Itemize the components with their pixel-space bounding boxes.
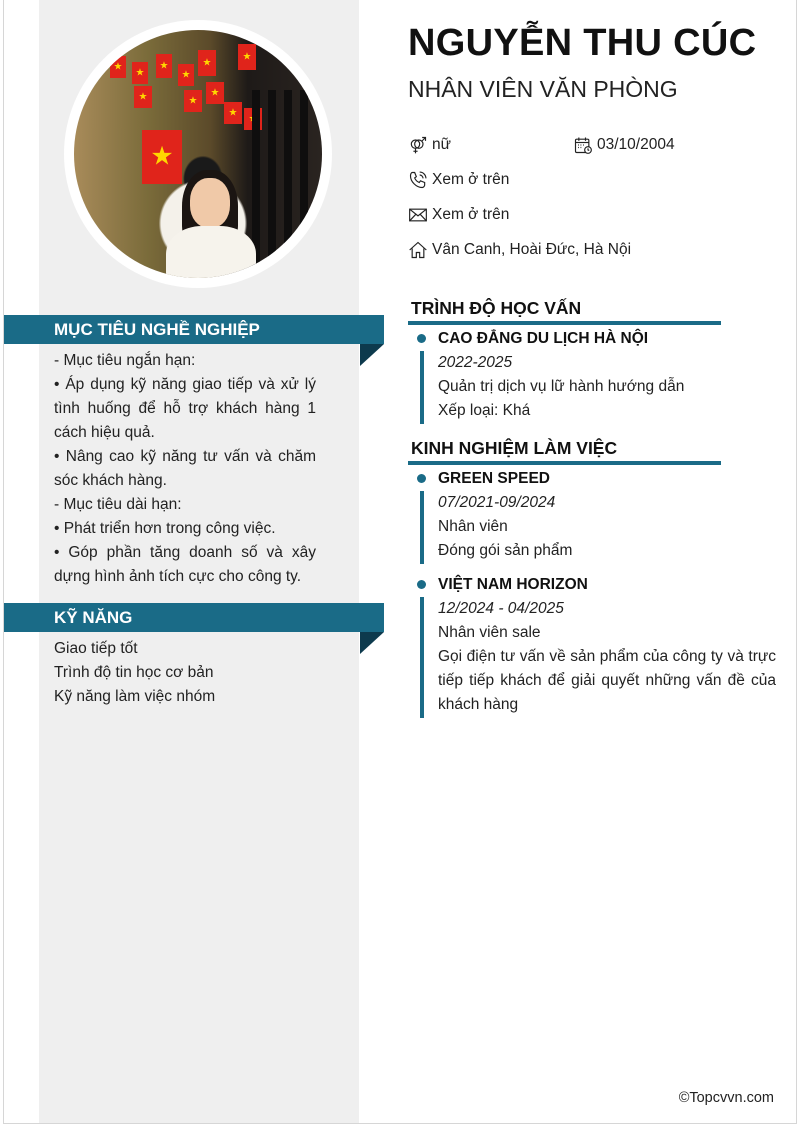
experience-position: Nhân viên [438,518,508,535]
timeline-bar [420,597,424,718]
timeline-dot [417,334,426,343]
experience-heading: KINH NGHIỆM LÀM VIỆC [411,438,618,458]
skill-item: Trình độ tin học cơ bản [54,664,214,681]
candidate-name: NGUYỄN THU CÚC [408,22,757,64]
experience-period: 07/2021-09/2024 [438,494,556,511]
objective-line: - Mục tiêu ngắn hạn: [54,352,196,369]
address-info [408,240,631,260]
phone-icon [408,170,428,190]
experience-description: Gọi điện tư vấn về sản phẩm của công ty và trực tiếp tiếp khách để giải quyết những vấn đề của khách hàng [438,648,776,713]
address-value: Vân Canh, Hoài Đức, Hà Nội [432,241,632,258]
objective-line: • Góp phần tăng doanh số và xây dựng hình ảnh tích cực cho công ty. [54,544,316,585]
job-title: NHÂN VIÊN VĂN PHÒNG [408,76,678,102]
company-name: VIỆT NAM HORIZON [438,576,588,593]
phone-value: Xem ở trên [432,171,510,188]
birthday-info [573,135,675,155]
experience-rule [408,461,721,465]
experience-period: 12/2024 - 04/2025 [438,600,564,617]
education-item [438,327,776,423]
experience-description: Đóng gói sản phẩm [438,542,573,559]
education-heading: TRÌNH ĐỘ HỌC VẤN [411,298,582,318]
calendar-icon [573,135,593,155]
objective-line: • Phát triển hơn trong công việc. [54,520,276,537]
gender-info [408,135,451,155]
experience-position: Nhân viên sale [438,624,541,641]
timeline-bar [420,351,424,424]
school-name: CAO ĐẲNG DU LỊCH HÀ NỘI [438,330,649,347]
home-icon [408,240,428,260]
banner-fold [360,344,384,366]
timeline-dot [417,580,426,589]
skill-item: Giao tiếp tốt [54,640,138,657]
skill-item: Kỹ năng làm việc nhóm [54,688,216,705]
birthday-value: 03/10/2004 [597,136,675,153]
gender-icon [408,135,428,155]
objective-line: • Áp dụng kỹ năng giao tiếp và xử lý tình huống để hỗ trợ khách hàng 1 cách hiệu quả. [54,376,316,441]
objective-line: • Nâng cao kỹ năng tư vấn và chăm sóc khách hàng. [54,448,316,489]
education-grade: Xếp loại: Khá [438,402,531,419]
experience-item [438,467,776,563]
gender-value: nữ [432,136,451,153]
avatar [74,30,322,278]
education-major: Quản trị dịch vụ lữ hành hướng dẫn [438,378,685,395]
timeline-dot [417,474,426,483]
mail-icon [408,205,428,225]
company-name: GREEN SPEED [438,470,550,487]
skills-list [54,637,316,709]
email-info [408,205,509,225]
objective-heading: MỤC TIÊU NGHỀ NGHIỆP [4,315,384,344]
timeline-bar [420,491,424,564]
banner-fold [360,632,384,654]
experience-item [438,573,776,717]
education-period: 2022-2025 [438,354,513,371]
phone-info [408,170,509,190]
education-rule [408,321,721,325]
objective-text [54,349,316,589]
objective-line: - Mục tiêu dài hạn: [54,496,182,513]
email-value: Xem ở trên [432,206,510,223]
skills-heading: KỸ NĂNG [4,603,384,632]
copyright-footer: ©Topcvvn.com [678,1090,774,1106]
